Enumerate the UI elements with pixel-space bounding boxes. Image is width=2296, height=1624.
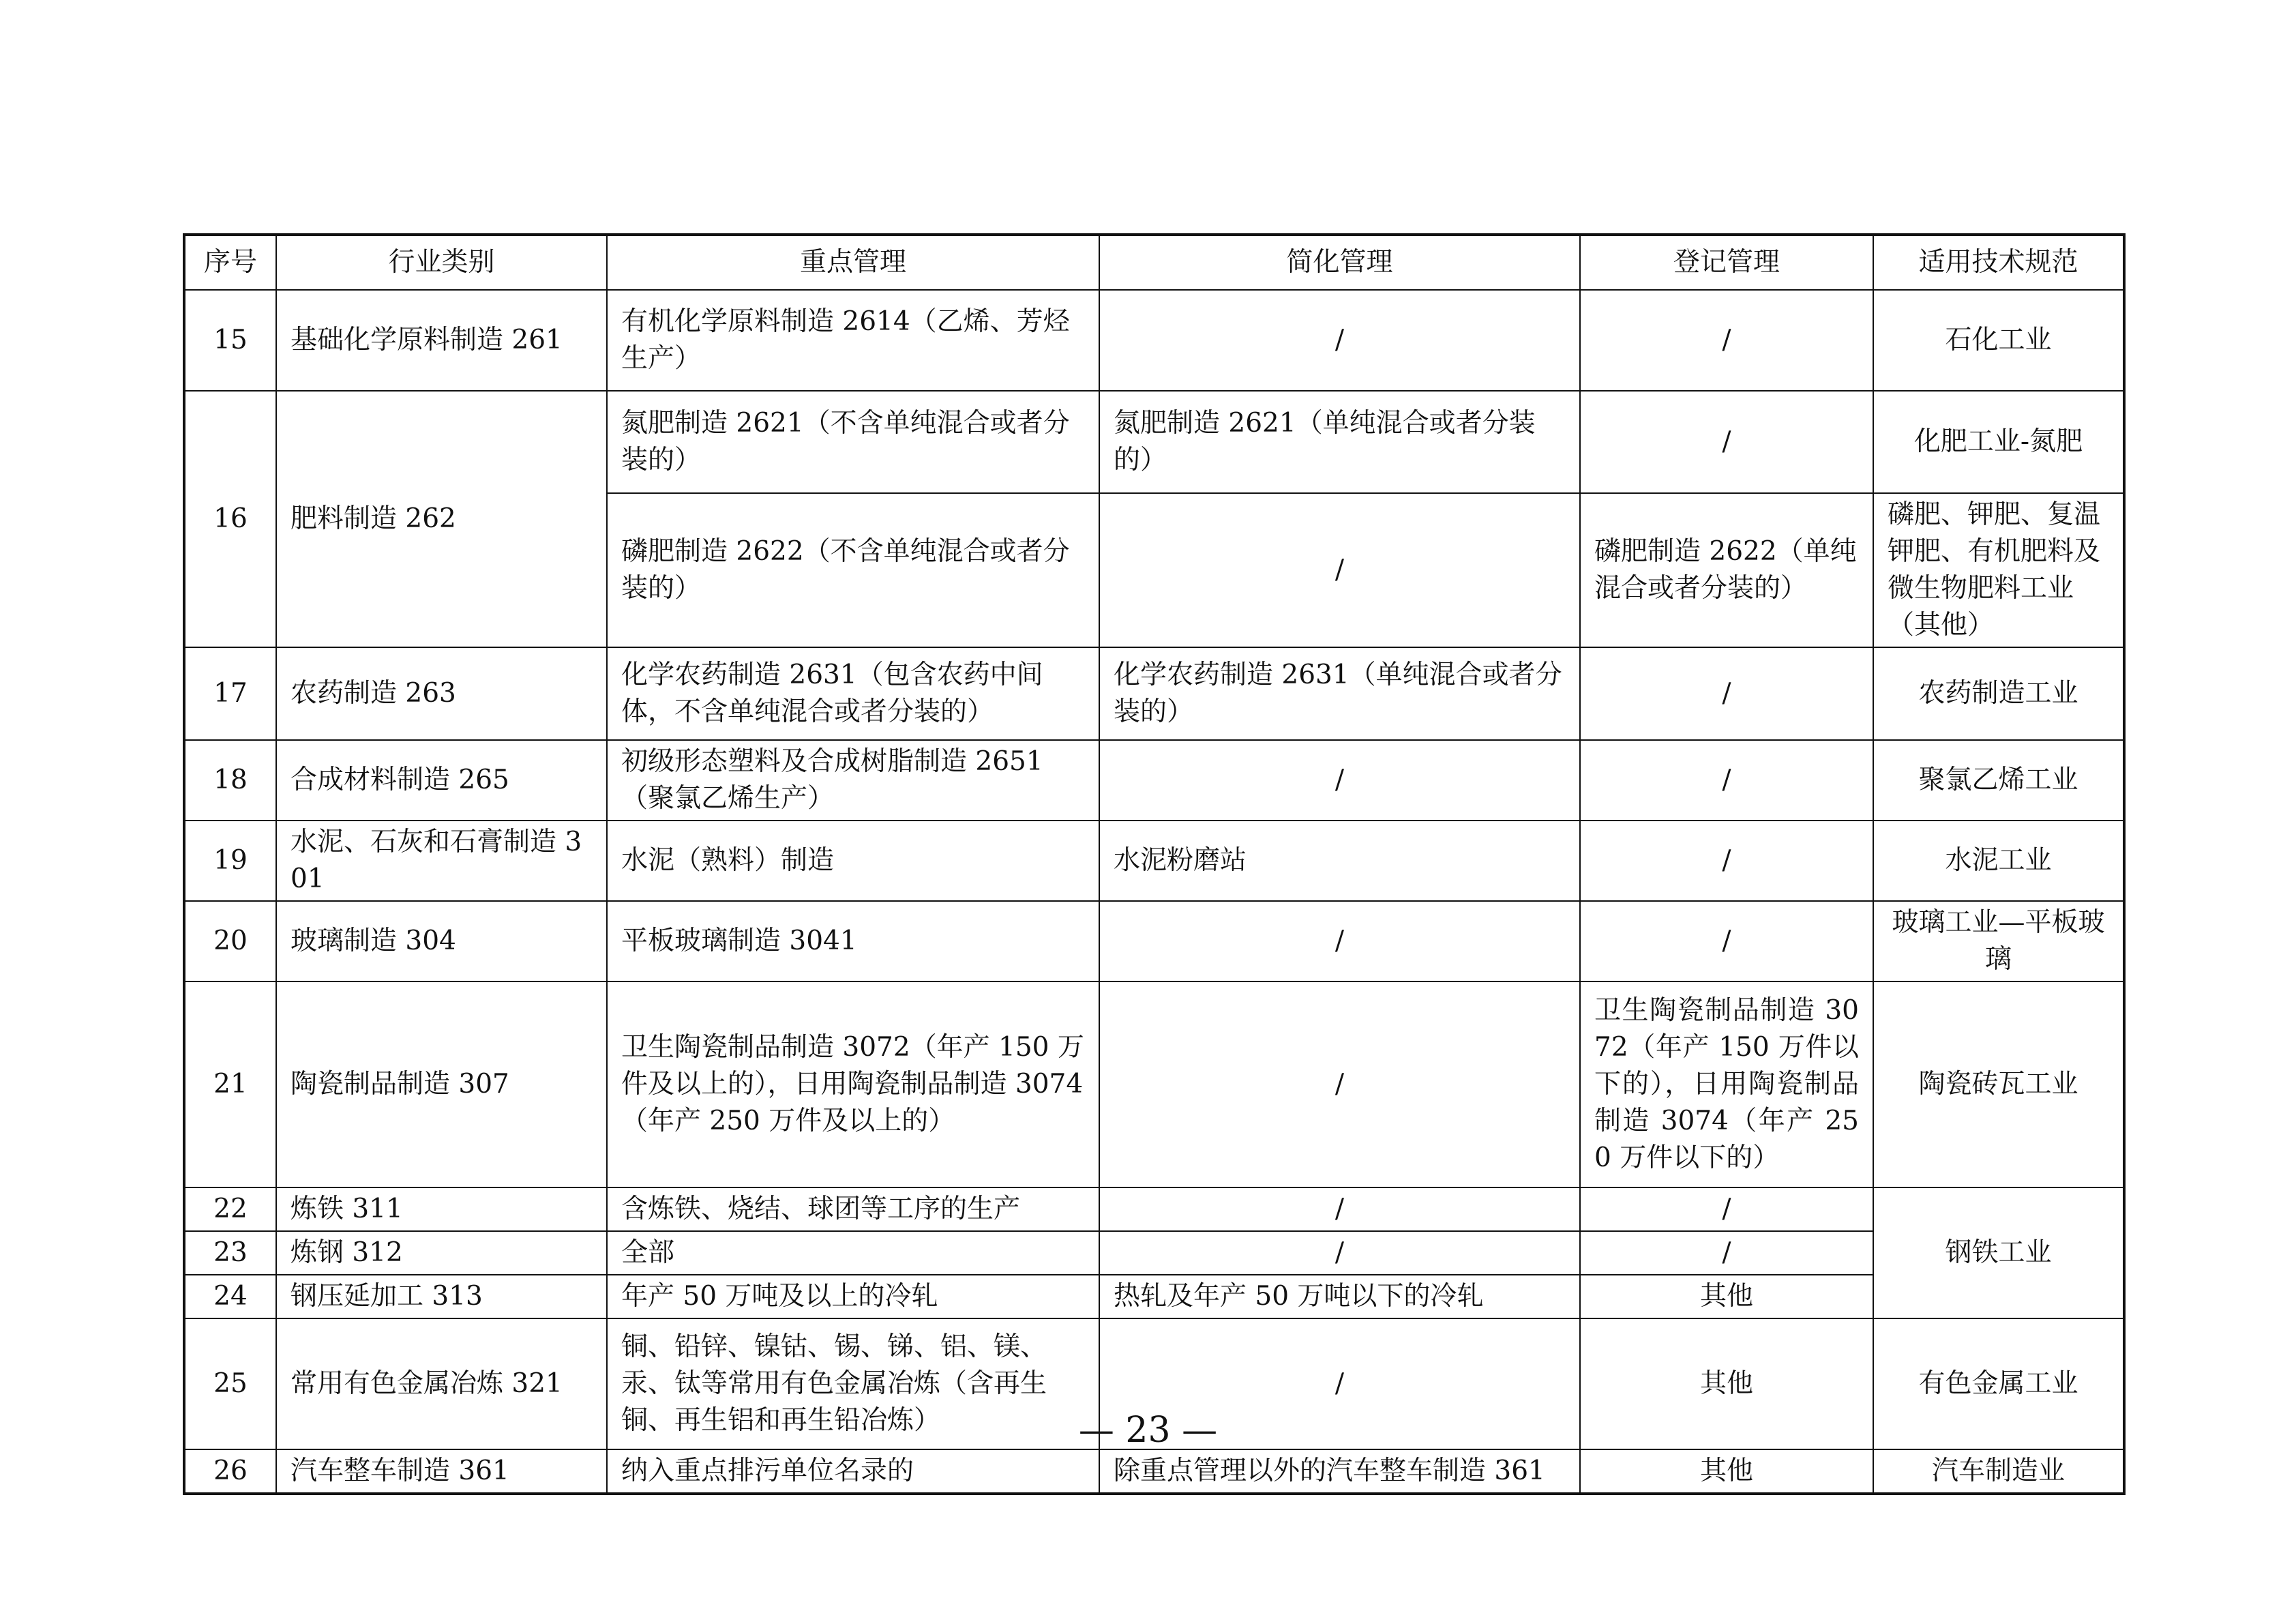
row-simplified: / [1099, 1231, 1580, 1275]
permit-classification-table [183, 233, 2126, 1495]
table-row [184, 981, 2124, 1187]
row-no: 25 [184, 1318, 276, 1449]
row-no: 24 [184, 1275, 276, 1318]
row-no: 20 [184, 901, 276, 981]
row-no: 21 [184, 981, 276, 1187]
row-no: 22 [184, 1187, 276, 1231]
row-registration: / [1580, 1187, 1873, 1231]
row-key: 磷肥制造 2622（不含单纯混合或者分装的） [607, 493, 1099, 647]
row-spec: 水泥工业 [1873, 821, 2124, 901]
row-spec: 聚氯乙烯工业 [1873, 740, 2124, 821]
row-no: 16 [184, 391, 276, 647]
row-key: 氮肥制造 2621（不含单纯混合或者分装的） [607, 391, 1099, 493]
table-row [184, 647, 2124, 740]
row-industry: 肥料制造 262 [276, 391, 607, 647]
table-row [184, 740, 2124, 821]
row-key: 卫生陶瓷制品制造 3072（年产 150 万件及以上的），日用陶瓷制品制造 3074（年产 250 万件及以上的） [607, 981, 1099, 1187]
row-registration: / [1580, 647, 1873, 740]
row-industry: 合成材料制造 265 [276, 740, 607, 821]
row-industry: 基础化学原料制造 261 [276, 290, 607, 391]
row-spec: 汽车制造业 [1873, 1449, 2124, 1494]
row-industry: 陶瓷制品制造 307 [276, 981, 607, 1187]
row-spec: 化肥工业-氮肥 [1873, 391, 2124, 493]
table-row [184, 1275, 2124, 1318]
table-row [184, 1231, 2124, 1275]
row-spec: 陶瓷砖瓦工业 [1873, 981, 2124, 1187]
row-registration: / [1580, 821, 1873, 901]
row-registration: 磷肥制造 2622（单纯混合或者分装的） [1580, 493, 1873, 647]
row-spec: 石化工业 [1873, 290, 2124, 391]
row-spec: 农药制造工业 [1873, 647, 2124, 740]
header-no: 序号 [184, 235, 276, 290]
row-key: 全部 [607, 1231, 1099, 1275]
row-key: 水泥（熟料）制造 [607, 821, 1099, 901]
row-registration: 卫生陶瓷制品制造 3072（年产 150 万件以下的），日用陶瓷制品制造 3074（年产 250 万件以下的） [1580, 981, 1873, 1187]
row-key: 纳入重点排污单位名录的 [607, 1449, 1099, 1494]
row-industry: 炼铁 311 [276, 1187, 607, 1231]
row-spec: 有色金属工业 [1873, 1318, 2124, 1449]
row-registration: 其他 [1580, 1318, 1873, 1449]
header-simplified-management: 简化管理 [1099, 235, 1580, 290]
row-registration: / [1580, 290, 1873, 391]
row-key: 铜、铅锌、镍钴、锡、锑、铝、镁、汞、钛等常用有色金属冶炼（含再生铜、再生铝和再生铅冶炼） [607, 1318, 1099, 1449]
row-simplified: 水泥粉磨站 [1099, 821, 1580, 901]
row-industry: 炼钢 312 [276, 1231, 607, 1275]
table-row [184, 391, 2124, 493]
row-registration: 其他 [1580, 1275, 1873, 1318]
row-key: 含炼铁、烧结、球团等工序的生产 [607, 1187, 1099, 1231]
row-no: 19 [184, 821, 276, 901]
row-simplified: / [1099, 981, 1580, 1187]
row-simplified: 氮肥制造 2621（单纯混合或者分装的） [1099, 391, 1580, 493]
row-no: 26 [184, 1449, 276, 1494]
row-industry: 玻璃制造 304 [276, 901, 607, 981]
row-industry: 水泥、石灰和石膏制造 301 [276, 821, 607, 901]
row-key: 化学农药制造 2631（包含农药中间体，不含单纯混合或者分装的） [607, 647, 1099, 740]
row-registration: / [1580, 740, 1873, 821]
row-simplified: 热轧及年产 50 万吨以下的冷轧 [1099, 1275, 1580, 1318]
row-industry: 汽车整车制造 361 [276, 1449, 607, 1494]
row-industry: 农药制造 263 [276, 647, 607, 740]
row-simplified: / [1099, 901, 1580, 981]
row-simplified: 化学农药制造 2631（单纯混合或者分装的） [1099, 647, 1580, 740]
row-simplified: 除重点管理以外的汽车整车制造 361 [1099, 1449, 1580, 1494]
table-row [184, 290, 2124, 391]
row-no: 15 [184, 290, 276, 391]
table-row [184, 901, 2124, 981]
row-registration: 其他 [1580, 1449, 1873, 1494]
row-simplified: / [1099, 493, 1580, 647]
row-industry: 钢压延加工 313 [276, 1275, 607, 1318]
row-industry: 常用有色金属冶炼 321 [276, 1318, 607, 1449]
header-key-management: 重点管理 [607, 235, 1099, 290]
row-registration: / [1580, 391, 1873, 493]
row-spec: 钢铁工业 [1873, 1187, 2124, 1318]
table-row [184, 1187, 2124, 1231]
page-number: — 23 — [1078, 1410, 1218, 1451]
table-row [184, 1449, 2124, 1494]
row-registration: / [1580, 1231, 1873, 1275]
row-key: 年产 50 万吨及以上的冷轧 [607, 1275, 1099, 1318]
row-registration: / [1580, 901, 1873, 981]
row-key: 初级形态塑料及合成树脂制造 2651（聚氯乙烯生产） [607, 740, 1099, 821]
table-header-row [184, 235, 2124, 290]
row-simplified: / [1099, 290, 1580, 391]
header-industry: 行业类别 [276, 235, 607, 290]
row-no: 18 [184, 740, 276, 821]
row-no: 23 [184, 1231, 276, 1275]
header-technical-spec: 适用技术规范 [1873, 235, 2124, 290]
row-key: 有机化学原料制造 2614（乙烯、芳烃生产） [607, 290, 1099, 391]
table-row [184, 821, 2124, 901]
row-simplified: / [1099, 740, 1580, 821]
row-simplified: / [1099, 1187, 1580, 1231]
row-key: 平板玻璃制造 3041 [607, 901, 1099, 981]
row-spec: 磷肥、钾肥、复温钾肥、有机肥料及微生物肥料工业（其他） [1873, 493, 2124, 647]
row-no: 17 [184, 647, 276, 740]
row-simplified: / [1099, 1318, 1580, 1449]
header-registration-management: 登记管理 [1580, 235, 1873, 290]
row-spec: 玻璃工业—平板玻璃 [1873, 901, 2124, 981]
